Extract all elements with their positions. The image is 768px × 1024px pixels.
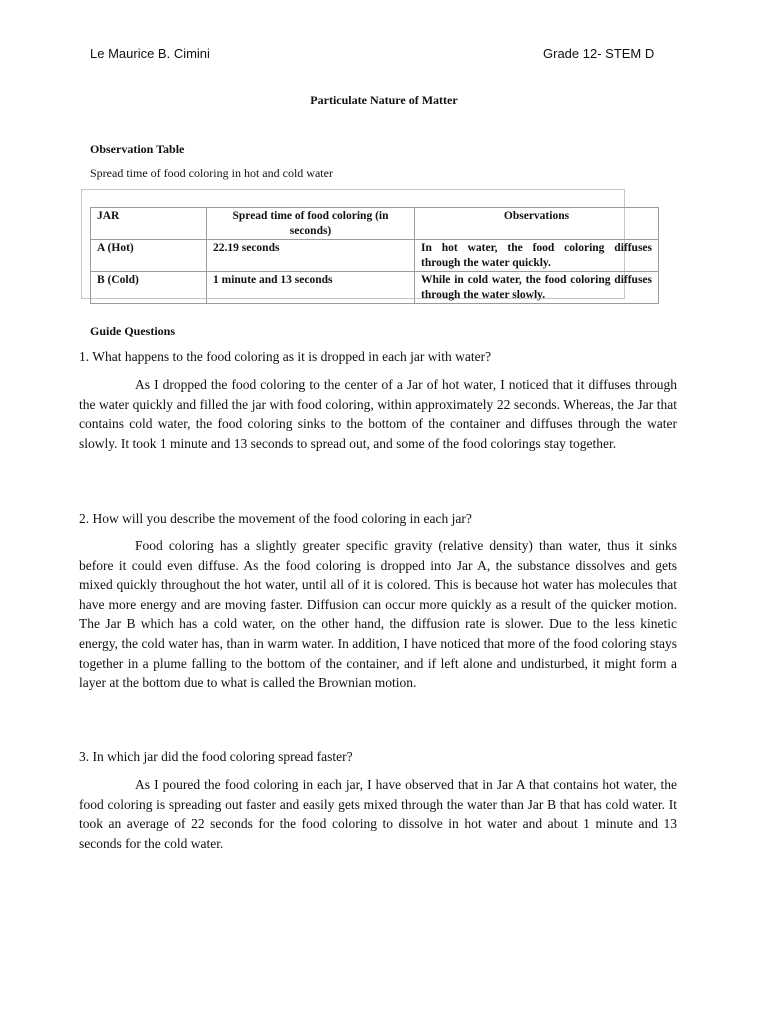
table-row: [91, 272, 659, 304]
table-row: [91, 240, 659, 272]
question-1: 1. What happens to the food coloring as it is dropped in each jar with water?: [79, 349, 492, 364]
question-3: 3. In which jar did the food coloring spread faster?: [79, 749, 353, 764]
cell-observation: In hot water, the food coloring diffuses through the water quickly.: [415, 240, 659, 272]
answer-3: As I poured the food coloring in each jar, I have observed that in Jar A that contains hot water, the food coloring is spreading out faster and easily gets mixed through the water than Jar B that has cold water. It took an average of 22 seconds for the food coloring to dissolve in hot water and about 1 minute and 13 seconds for the cold water.: [79, 777, 677, 851]
author-name: Le Maurice B. Cimini: [90, 46, 210, 61]
guide-questions-heading: Guide Questions: [90, 324, 176, 338]
column-header-spread-time: Spread time of food coloring (in seconds): [207, 208, 415, 240]
cell-spread-time: 22.19 seconds: [207, 240, 415, 272]
table-header-row: [91, 208, 659, 240]
cell-jar: B (Cold): [91, 272, 207, 304]
cell-spread-time: 1 minute and 13 seconds: [207, 272, 415, 304]
cell-observation: While in cold water, the food coloring diffuses through the water slowly.: [415, 272, 659, 304]
observation-table-heading: Observation Table: [90, 142, 185, 156]
answer-2: Food coloring has a slightly greater specific gravity (relative density) than water, thus it sinks before it could even diffuse. As the food coloring is dropped into Jar A, the substance dissolves and gets mixed quickly throughout the hot water, until all of it is colored. This is because hot water has molecules that have more energy and are moving faster. Diffusion can occur more quickly as a result of the quicker motion. The Jar B which has a cold water, on the other hand, the diffusion rate is slower. Due to the less kinetic energy, the cold water has, than in warm water. In addition, I have noticed that more of the food coloring stays together in a plume falling to the bottom of the container, and if left alone and undisturbed, it might form a layer at the bottom due to what is called the Brownian motion.: [79, 538, 677, 691]
page-header: [0, 46, 768, 66]
document-title: Particulate Nature of Matter: [310, 93, 458, 107]
column-header-observations: Observations: [415, 208, 659, 240]
answer-1: As I dropped the food coloring to the center of a Jar of hot water, I noticed that it diffuses through the water quickly and filled the jar with food coloring, within approximately 22 seconds. Whereas, the Jar that contains cold water, the food coloring sinks to the bottom of the container and diffuses through the water slowly. It took 1 minute and 13 seconds to spread out, and some of the food colorings stay together.: [79, 377, 677, 451]
table-caption: Spread time of food coloring in hot and cold water: [90, 166, 333, 180]
observation-table: [90, 207, 659, 304]
cell-jar: A (Hot): [91, 240, 207, 272]
column-header-jar: JAR: [91, 208, 207, 240]
grade-section: Grade 12- STEM D: [543, 46, 655, 61]
question-2: 2. How will you describe the movement of the food coloring in each jar?: [79, 511, 472, 526]
